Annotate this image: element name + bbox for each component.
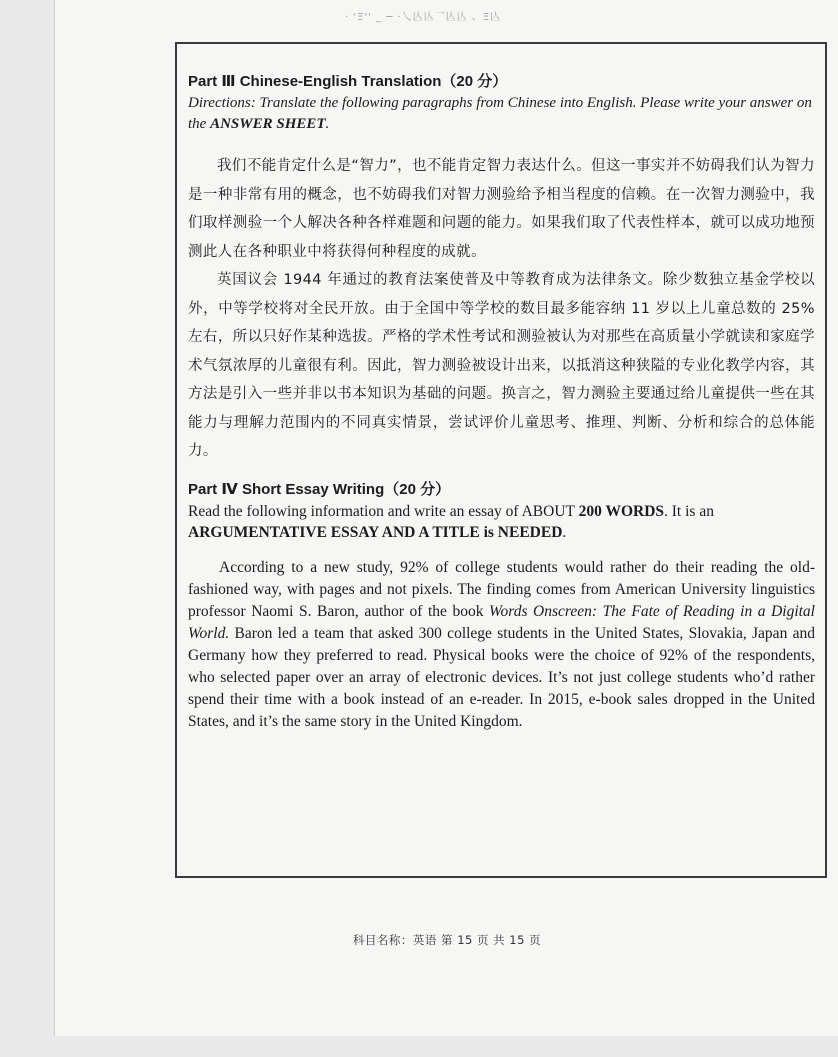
page-footer: 科目名称：英语 第 15 页 共 15 页 bbox=[352, 933, 542, 947]
part3-title: Part Ⅲ Chinese-English Translation（20 分） bbox=[188, 73, 508, 90]
essay-prompt bbox=[188, 557, 815, 733]
essay-book-title: Words Onscreen: The Fate of Reading in a Digital World. bbox=[188, 602, 815, 642]
instr-essay-type: ARGUMENTATIVE ESSAY AND A TITLE is NEEDED bbox=[188, 523, 563, 541]
question-frame bbox=[175, 42, 827, 878]
translation-paragraph-2: 英国议会 1944 年通过的教育法案使普及中等教育成为法律条文。除少数独立基金学校以外，中等学校将对全民开放。由于全国中等学校的数目最多能容纳 11 岁以上儿童总数的 25%左右，所以只好作某种选拔。严格的学术性考试和测验被认为对那些在高质量小学就读和家庭学术气氛浓厚的儿童很有利。因此，智力测验被设计出来，以抵消这种狭隘的专业化教学内容，其方法是引入一些并非以书本知识为基础的问题。换言之，智力测验主要通过给儿童提供一些在其能力与理解力范围内的不同真实情景，尝试评价儿童思考、推理、判断、分析和综合的总体能力。 bbox=[188, 272, 815, 459]
part4-section bbox=[188, 480, 815, 733]
directions-emph: ANSWER SHEET bbox=[210, 116, 326, 132]
part3-section bbox=[188, 72, 815, 466]
part3-directions bbox=[188, 93, 815, 135]
translation-paragraph-1: 我们不能肯定什么是“智力”，也不能肯定智力表达什么。但这一事实并不妨碍我们认为智力是一种非常有用的概念，也不妨碍我们对智力测验给予相当程度的信赖。在一次智力测验中，我们取样测验一个人解决各种各样难题和问题的能力。如果我们取了代表性样本，就可以成功地预测此人在各种职业中将获得何种程度的成就。 bbox=[188, 158, 815, 260]
directions-end: . bbox=[325, 116, 330, 132]
part4-instructions bbox=[188, 501, 815, 543]
essay-text-b: Baron led a team that asked 300 college students in the United States, Slovakia, Japan and Germany how they preferred to read. Physical books were the choice of 92% of the respondents, who selected paper over an array of electronic devices. It’s not just college students who’d rather spend their time with a book instead of an e-reader. In 2015, e-book sales dropped in the United States, and it’s the same story in the United Kingdom. bbox=[188, 624, 815, 730]
essay-text-a: According to a new study, 92% of college students would rather do their reading the old-fashioned way, with pages and not pixels. The finding comes from American University linguistics professor Naomi S. Baron, author of the book bbox=[188, 558, 815, 620]
instr-a: Read the following information and write an essay of ABOUT bbox=[188, 502, 579, 520]
directions-lead: Directions: Translate the following paragraphs from Chinese into English. Please write your answer on the bbox=[188, 95, 812, 132]
instr-c: . It is an bbox=[664, 502, 714, 520]
exam-page bbox=[54, 0, 838, 1036]
instr-word-count: 200 WORDS bbox=[578, 502, 665, 520]
instr-e: . bbox=[562, 523, 567, 541]
translation-passage bbox=[188, 152, 815, 466]
header-scrawl: · 'Ξ'' _ ─ ·乀亾亾乛亾亾 、Ξ亾 bbox=[345, 12, 502, 23]
part4-title: Part Ⅳ Short Essay Writing（20 分） bbox=[188, 480, 451, 498]
